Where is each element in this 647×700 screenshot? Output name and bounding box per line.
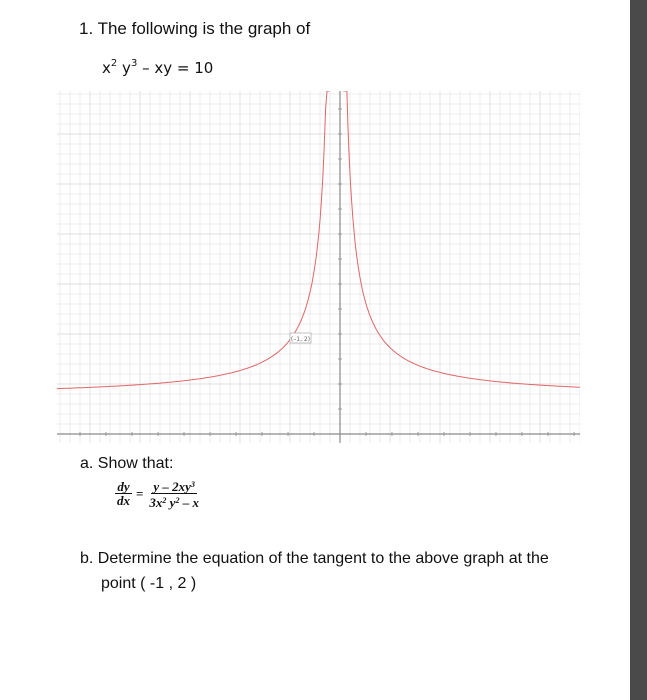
curve-equation [102,58,213,77]
point-label: (–1, 2) [290,336,311,343]
eq-y-exponent: 3 [130,58,138,69]
rhs-den-c: – x [179,495,199,510]
derivative-expression [115,478,201,509]
part-b-line1: b. Determine the equation of the tangent to the above graph at the [80,550,549,567]
part-b-line2: point ( -1 , 2 ) [101,575,197,592]
question-title: 1. The following is the graph of [79,19,311,38]
graph-grid [57,91,580,443]
rhs-num-exp: 3 [190,480,195,489]
eq-y: y [122,59,131,77]
dy-dx-fraction [115,480,132,507]
curve-graph [57,91,580,443]
equals-sign: = [136,485,144,501]
eq-x: x [102,59,111,77]
rhs-den-b: y [166,495,176,510]
rhs-den-exp2: 2 [175,496,180,505]
dx: dx [117,493,130,508]
eq-rest: – xy = 10 [137,59,214,77]
rhs-fraction [147,478,201,509]
part-b-question [80,546,615,596]
rhs-numerator [151,478,197,494]
dy: dy [117,479,130,494]
eq-x-exponent: 2 [110,58,118,69]
rhs-num-text: y – 2xy [153,479,191,494]
rhs-den-exp1: 2 [162,496,167,505]
curve-right-branch [343,91,580,387]
rhs-denominator [147,494,201,509]
rhs-den-a: 3x [149,495,163,510]
part-a-label: a. Show that: [80,455,174,472]
